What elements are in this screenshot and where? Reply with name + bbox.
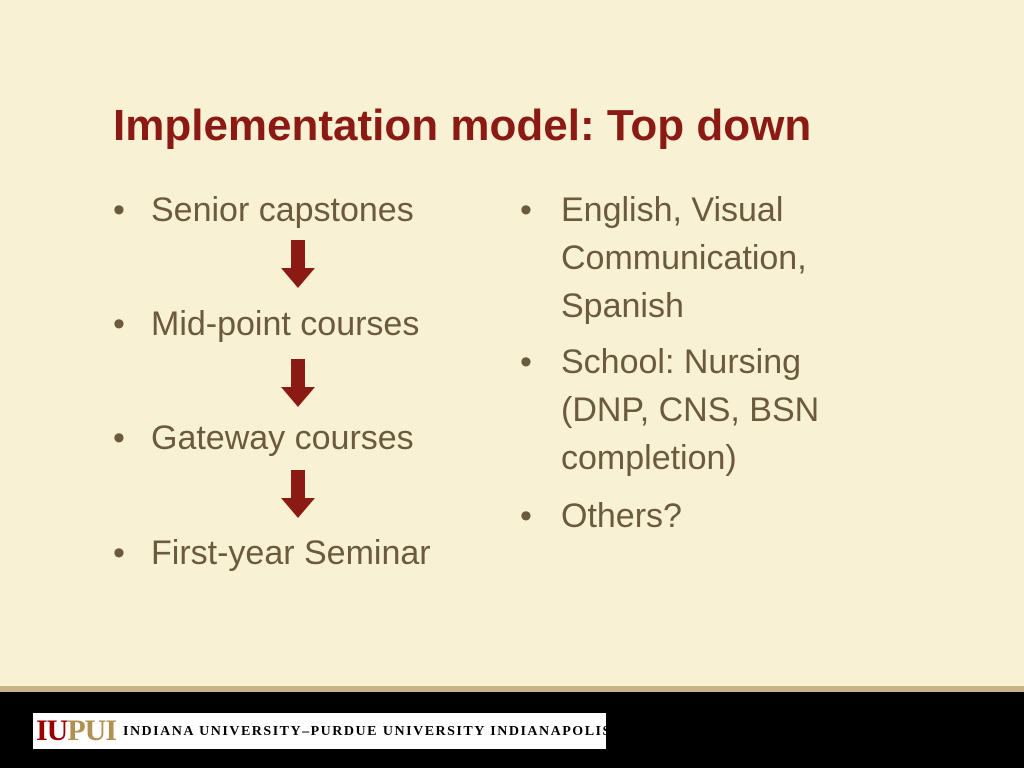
bullet-icon: • <box>113 419 125 457</box>
list-item-label: Others? <box>561 497 682 535</box>
bullet-icon: • <box>113 305 125 343</box>
list-item-label: School: Nursing (DNP, CNS, BSN completion) <box>561 343 820 477</box>
logo-pui: PUI <box>67 714 117 747</box>
slide-title: Implementation model: Top down <box>113 101 812 150</box>
bullet-icon: • <box>520 497 532 535</box>
list-item-label: First-year Seminar <box>151 534 431 572</box>
logo-mark <box>36 715 116 747</box>
bullet-icon: • <box>520 191 532 229</box>
institution-name: INDIANA UNIVERSITY–PURDUE UNIVERSITY INDIANAPOLIS <box>123 724 612 739</box>
list-item-label: Mid-point courses <box>151 305 420 343</box>
list-item-label: Gateway courses <box>151 419 414 457</box>
list-item-label: English, Visual Communication, Spanish <box>561 191 807 325</box>
logo-iu: IU <box>36 714 68 747</box>
bullet-icon: • <box>520 343 532 381</box>
down-arrow-icon <box>281 240 315 288</box>
down-arrow-icon <box>281 359 315 407</box>
down-arrow-icon <box>281 470 315 518</box>
list-item-label: Senior capstones <box>151 191 414 229</box>
iupui-logo <box>33 713 612 749</box>
bullet-icon: • <box>113 534 125 572</box>
bullet-icon: • <box>113 191 125 229</box>
